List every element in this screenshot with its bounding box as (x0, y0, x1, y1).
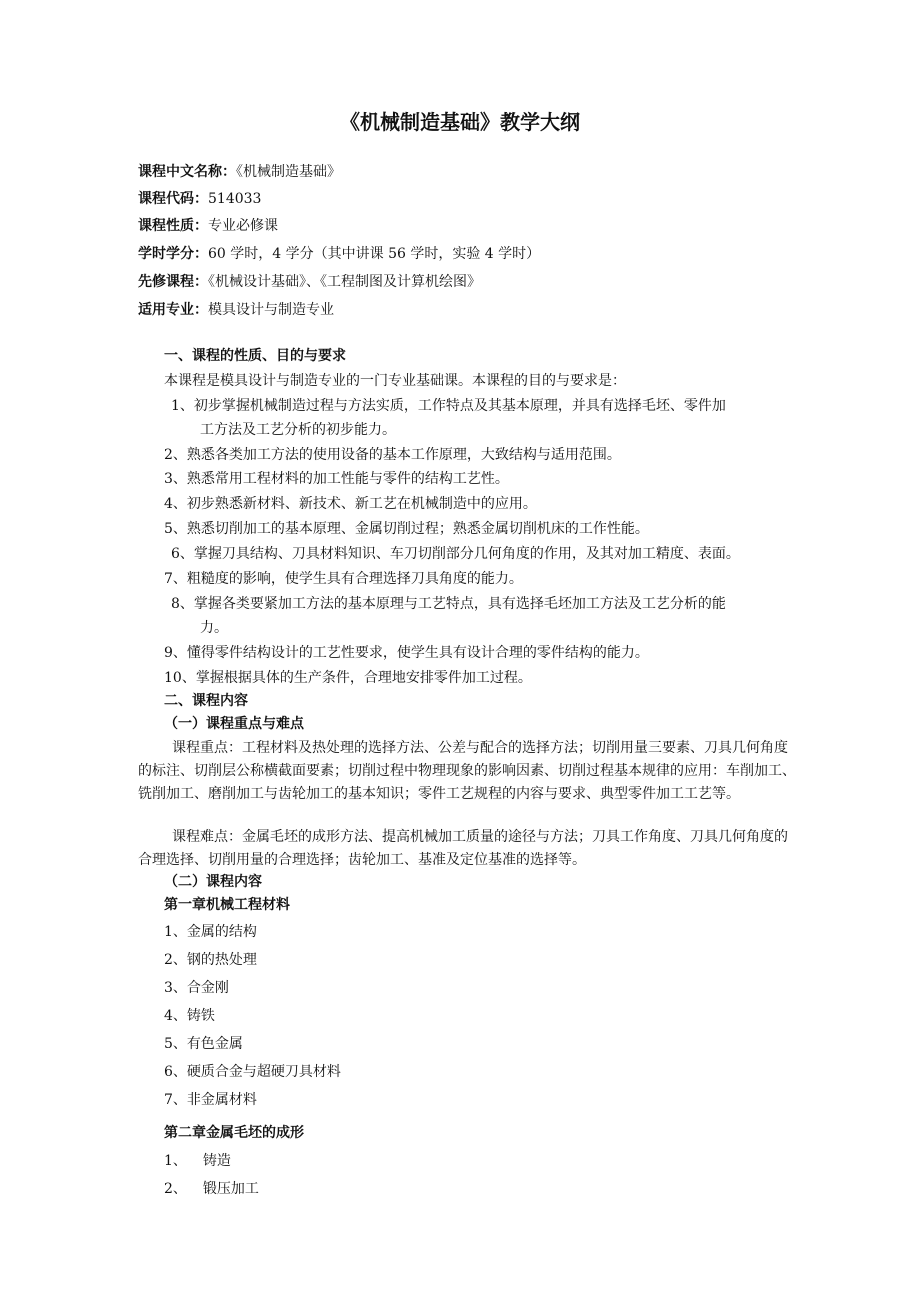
meta-label: 课程中文名称： (138, 164, 236, 180)
chapter1-item: 3、合金刚 (164, 980, 229, 996)
meta-label: 学时学分： (138, 246, 208, 262)
meta-value: 《机械制造基础》 (236, 164, 341, 180)
item-text: 铸造 (202, 1153, 231, 1169)
meta-row-code (138, 190, 261, 208)
item-text: 锻压加工 (202, 1181, 259, 1197)
objective-item: 4、初步熟悉新材料、新技术、新工艺在机械制造中的应用。 (164, 496, 537, 512)
meta-value: 60 学时，4 学分（其中讲课 56 学时，实验 4 学时） (208, 246, 541, 262)
meta-row-nature (138, 217, 278, 235)
objective-item: 6、掌握刀具结构、刀具材料知识、车刀切削部分几何角度的作用，及其对加工精度、表面。 (171, 546, 740, 562)
objective-item: 7、粗糙度的影响，使学生具有合理选择刀具角度的能力。 (164, 571, 523, 587)
chapter1-item: 7、非金属材料 (164, 1092, 257, 1108)
objective-item: 2、熟悉各类加工方法的使用设备的基本工作原理，大致结构与适用范围。 (164, 447, 621, 463)
objective-item: 3、熟悉常用工程材料的加工性能与零件的结构工艺性。 (164, 471, 509, 487)
meta-label: 课程代码： (138, 191, 208, 207)
section2-heading: 二、课程内容 (164, 693, 248, 709)
objective-item: 8、掌握各类要紧加工方法的基本原理与工艺特点，具有选择毛坯加工方法及工艺分析的能 (171, 596, 726, 612)
objective-item: 9、懂得零件结构设计的工艺性要求，使学生具有设计合理的零件结构的能力。 (164, 645, 649, 661)
meta-row-hours (138, 245, 540, 263)
item-number: 1、 (164, 1153, 187, 1169)
subsection-content-heading: （二）课程内容 (164, 874, 262, 890)
objective-item: 1、初步掌握机械制造过程与方法实质，工作特点及其基本原理，并具有选择毛坯、零件加 (171, 398, 726, 414)
difficulties-paragraph: 课程难点：金属毛坯的成形方法、提高机械加工质量的途径与方法；刀具工作角度、刀具几何角度的合理选择、切削用量的合理选择；齿轮加工、基准及定位基准的选择等。 (138, 829, 788, 868)
objective-item-continued: 工方法及工艺分析的初步能力。 (200, 422, 396, 438)
meta-value: 专业必修课 (208, 218, 278, 234)
chapter1-item: 5、有色金属 (164, 1036, 243, 1052)
objective-item: 10、掌握根据具体的生产条件，合理地安排零件加工过程。 (164, 670, 532, 686)
meta-row-name (138, 163, 341, 181)
chapter2-title: 第二章金属毛坯的成形 (164, 1125, 304, 1141)
chapter1-item: 1、金属的结构 (164, 924, 257, 940)
subsection-key-points-heading: （一）课程重点与难点 (164, 716, 304, 732)
section1-heading: 一、课程的性质、目的与要求 (164, 348, 346, 364)
item-number: 2、 (164, 1181, 187, 1197)
chapter2-item (164, 1180, 259, 1198)
document-title: 《机械制造基础》教学大纲 (340, 110, 580, 134)
meta-value: 514033 (208, 191, 262, 207)
chapter1-item: 4、铸铁 (164, 1008, 215, 1024)
meta-value: 模具设计与制造专业 (208, 302, 334, 318)
meta-label: 先修课程： (138, 274, 208, 290)
meta-label: 课程性质： (138, 218, 208, 234)
chapter2-item (164, 1152, 231, 1170)
meta-value: 《机械设计基础》、《工程制图及计算机绘图》 (208, 274, 481, 290)
objective-item: 5、熟悉切削加工的基本原理、金属切削过程；熟悉金属切削机床的工作性能。 (164, 521, 649, 537)
meta-label: 适用专业： (138, 302, 208, 318)
chapter1-title: 第一章机械工程材料 (164, 897, 290, 913)
meta-row-prereq (138, 273, 481, 291)
chapter1-item: 6、硬质合金与超硬刀具材料 (164, 1064, 341, 1080)
chapter1-item: 2、钢的热处理 (164, 952, 257, 968)
key-points-paragraph: 课程重点：工程材料及热处理的选择方法、公差与配合的选择方法；切削用量三要素、刀具几何角度的标注、切削层公称横截面要素；切削过程中物理现象的影响因素、切削过程基本规律的应用：车削加工、铣削加工、磨削加工与齿轮加工的基本知识；零件工艺规程的内容与要求、典型零件加工工艺等。 (138, 740, 796, 802)
meta-row-major (138, 301, 334, 319)
objective-item-continued: 力。 (200, 620, 228, 636)
section1-intro: 本课程是模具设计与制造专业的一门专业基础课。本课程的目的与要求是： (164, 373, 626, 389)
